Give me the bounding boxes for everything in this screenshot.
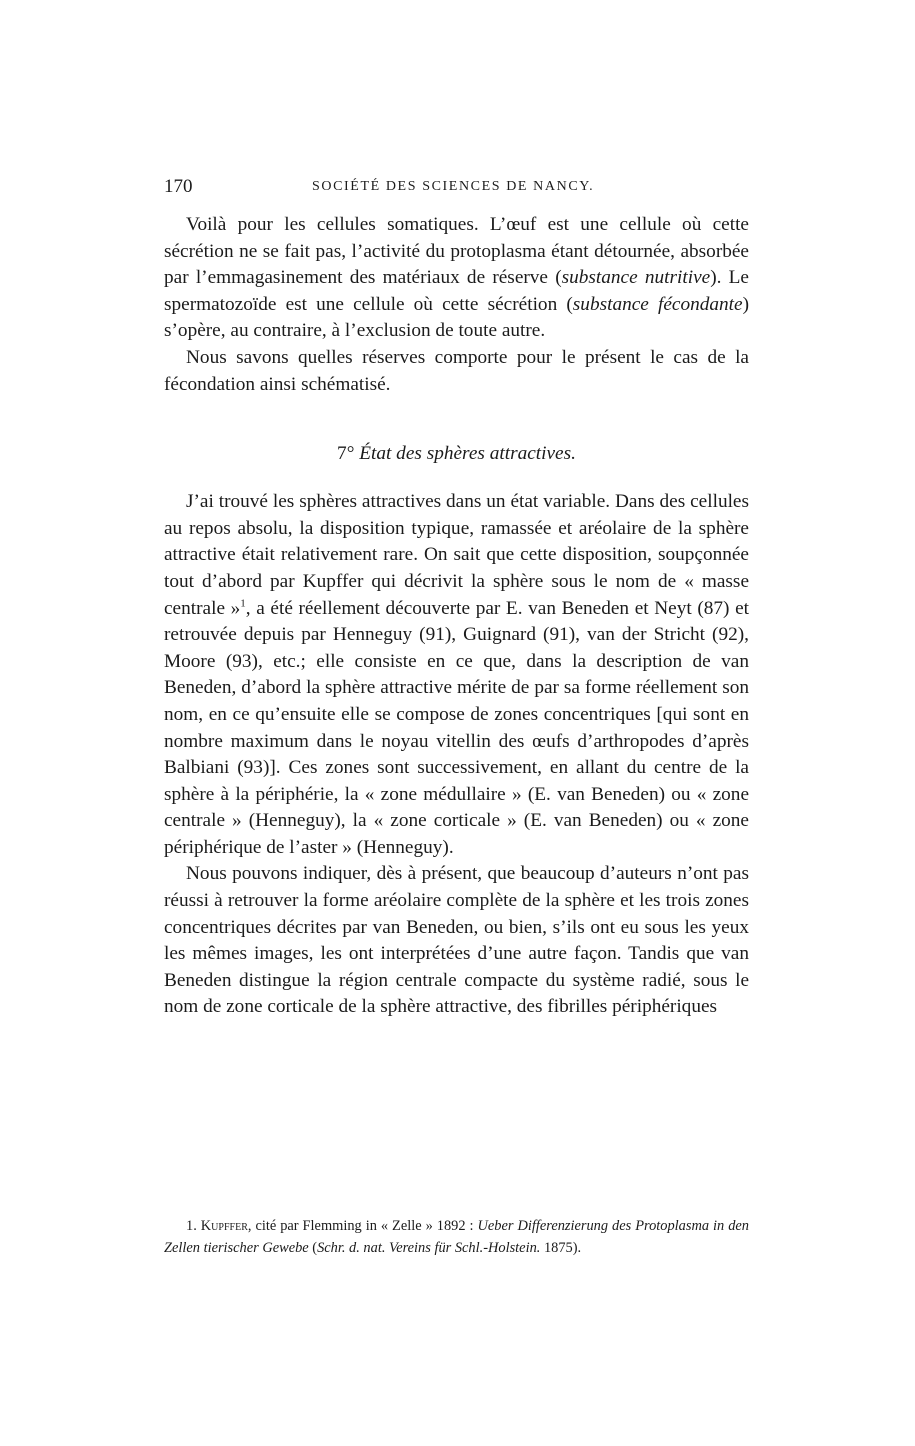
section-heading (164, 441, 749, 467)
footnote-work-title: Ueber Differenzierung des Protoplasma in den Zellen tierischer Gewebe (164, 1218, 749, 1256)
paragraph-3 (164, 489, 749, 861)
section-number: 7° (337, 443, 355, 465)
footnote-source: Schr. d. nat. Vereins für Schl.-Holstein. (317, 1239, 541, 1256)
section-title: État des sphères attractives. (359, 443, 576, 465)
body-text (164, 212, 749, 1021)
page-number: 170 (164, 176, 193, 197)
paragraph-1-text-c: ). Le spermatozoïde est une cellule où cette sécrétion ( (164, 267, 749, 315)
paragraph-3-text-b: , a été réellement découverte par E. van Beneden et Neyt (87) et retrouvée depuis par Henneguy (91), Guignard (91), van der Stricht (92), Moore (93), etc.; elle consiste en ce que, dans la description de van Beneden, d’abord la sphère attractive mérite de par sa forme réellement son nom, en ce qu’ensuite elle se compose de zones concentriques [qui sont en nombre maximum dans le noyau vitellin des œufs d’arthropodes d’après Balbiani (93)]. Ces zones sont successivement, en allant du centre de la sphère à la périphérie, la « zone médullaire » (E. van Beneden) ou « zone centrale » (Henneguy), la « zone corticale » (E. van Beneden) ou « zone périphérique de l’aster » (Henneguy). (164, 597, 750, 858)
footnote-reference[interactable]: 1 (240, 597, 246, 610)
footnote-author: Kupffer (200, 1218, 248, 1234)
paragraph-3-text-a: J’ai trouvé les sphères attractives dans un état variable. Dans des cellules au repos absolu, la disposition typique, ramassée et aréolaire de la sphère attractive était relativement rare. On sait que cette disposition, soupçonnée tout d’abord par Kupffer qui décrivit la sphère sous le nom de « masse centrale » (164, 491, 749, 619)
running-title: SOCIÉTÉ DES SCIENCES DE NANCY. (312, 179, 595, 194)
paragraph-1 (164, 212, 749, 345)
paragraph-1-text-a: Voilà pour les cellules somatiques. L’œuf est une cellule où cette sécrétion ne se fait pas, l’activité du protoplasma étant détournée, absorbée par l’emmagasinement des matériaux de réserve ( (164, 214, 749, 289)
paragraph-4: Nous pouvons indiquer, dès à présent, que beaucoup d’auteurs n’ont pas réussi à retrouver la forme aréolaire complète de la sphère et les trois zones concentriques décrites par van Beneden, ou bien, s’ils ont eu sous les yeux les mêmes images, les ont interprétées d’une autre façon. Tandis que van Beneden distingue la région centrale compacte du système radié, sous le nom de zone corticale de la sphère attractive, des fibrilles périphériques (164, 863, 749, 1018)
footnote-text-b: ( (308, 1239, 318, 1256)
footnote (164, 1216, 749, 1259)
footnote-text-a: , cité par Flemming in « Zelle » 1892 : (247, 1218, 478, 1234)
paragraph-1-italic-2: substance fécondante (572, 293, 743, 315)
page-header (164, 176, 749, 200)
paragraph-1-italic-1: substance nutritive (561, 267, 711, 289)
footnote-text-c: 1875). (540, 1239, 582, 1256)
footnote-marker: 1. (186, 1218, 197, 1234)
paragraph-1-text-e: ) s’opère, au contraire, à l’exclusion de toute autre. (164, 293, 749, 342)
paragraph-2: Nous savons quelles réserves comporte pour le présent le cas de la fécondation ainsi schématisé. (164, 346, 749, 395)
